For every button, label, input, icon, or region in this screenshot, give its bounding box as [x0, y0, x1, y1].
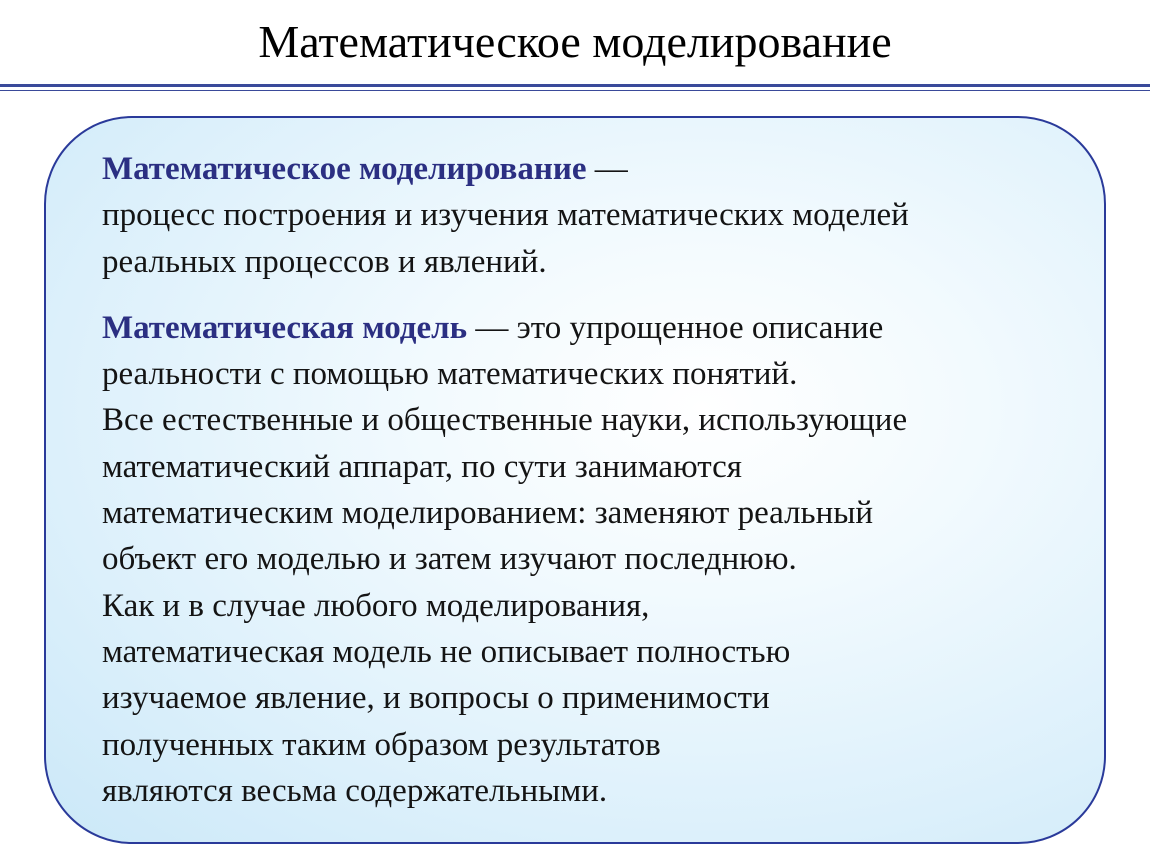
title-divider	[0, 84, 1150, 94]
text-line: математический аппарат, по сути занимаются	[102, 448, 742, 485]
content-panel	[44, 116, 1106, 844]
definition-heading-line	[102, 305, 1062, 351]
text-line: Как и в случае любого моделирования,	[102, 587, 650, 624]
text-line: реальности с помощью математических понятий.	[102, 356, 798, 393]
text-line: математическая модель не описывает полностью	[102, 633, 791, 670]
text-line: процесс построения и изучения математических моделей	[102, 197, 909, 234]
definition-dash: —	[586, 151, 628, 187]
definition-first-line-rest: — это упрощенное описание	[467, 309, 884, 346]
title-divider-thin-line	[0, 90, 1150, 91]
definition-paragraph-modeling	[102, 146, 1062, 285]
text-line: являются весьма содержательными.	[102, 772, 608, 809]
text-line: объект его моделью и затем изучают последнюю.	[102, 541, 797, 578]
text-line: изучаемое явление, и вопросы о применимости	[102, 680, 770, 717]
text-line: математическим моделированием: заменяют реальный	[102, 495, 874, 532]
text-line: реальных процессов и явлений.	[102, 243, 547, 280]
text-line: Все естественные и общественные науки, использующие	[102, 402, 908, 439]
slide-title: Математическое моделирование	[258, 16, 892, 67]
term-mathematical-model: Математическая модель	[102, 309, 468, 346]
definition-paragraph-model	[102, 305, 1062, 814]
text-line: полученных таким образом результатов	[102, 726, 661, 763]
term-mathematical-modeling: Математическое моделирование	[102, 151, 587, 187]
definition-heading-line	[102, 146, 1062, 192]
title-divider-thick-line	[0, 84, 1150, 87]
text-block	[102, 146, 1062, 814]
